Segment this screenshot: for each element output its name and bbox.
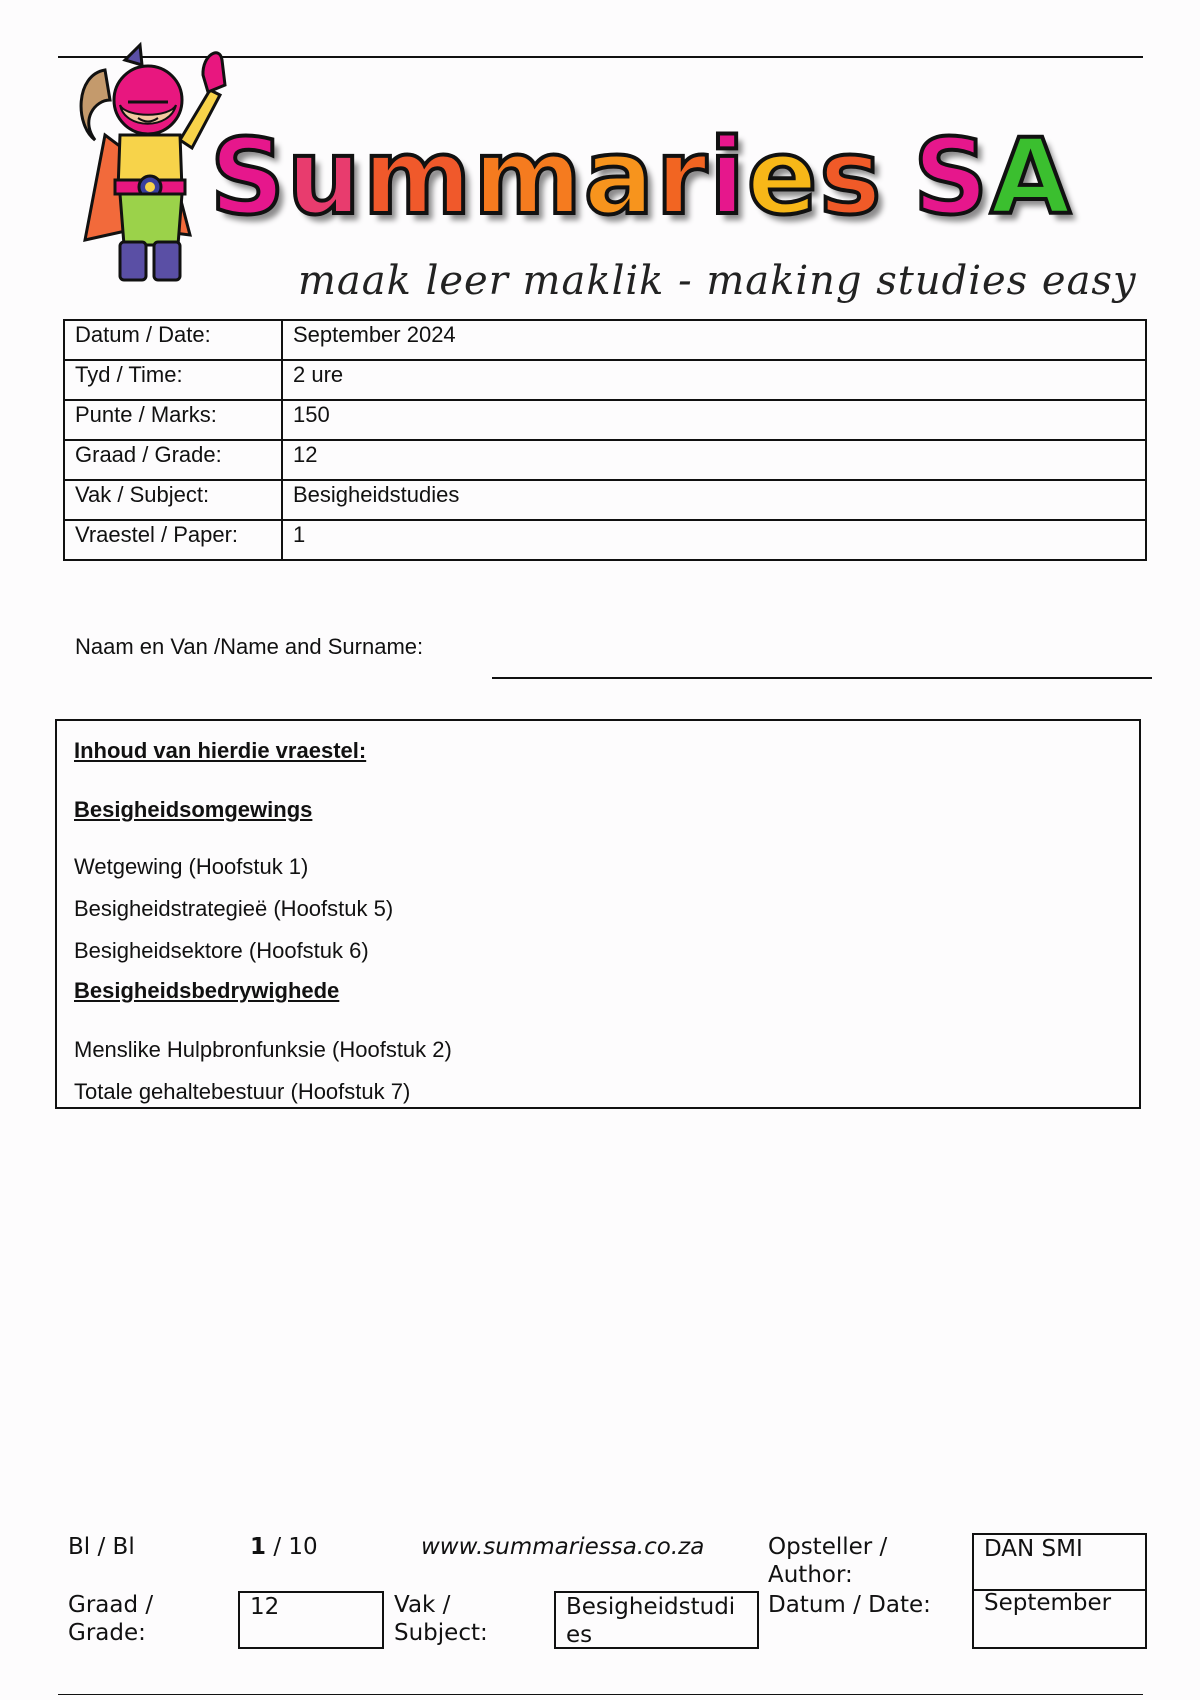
brand-letter: A (990, 116, 1073, 238)
brand-letter: r (655, 116, 710, 238)
table-row (64, 440, 1146, 480)
author-value: DAN SMI (984, 1536, 1083, 1562)
info-value: 150 (282, 400, 1146, 440)
brand-letter: m (473, 116, 584, 238)
grade-value-box (238, 1591, 384, 1649)
info-label: Tyd / Time: (64, 360, 282, 400)
info-label: Datum / Date: (64, 320, 282, 360)
info-label: Punte / Marks: (64, 400, 282, 440)
subject-label (394, 1591, 488, 1647)
subject-value-line: es (566, 1622, 593, 1648)
subject-label-line: Vak / (394, 1592, 451, 1618)
grade-value: 12 (250, 1594, 280, 1620)
list-item: Menslike Hulpbronfunksie (Hoofstuk 2) (74, 1037, 452, 1062)
list-item: Wetgewing (Hoofstuk 1) (74, 854, 309, 879)
info-value: 2 ure (282, 360, 1146, 400)
subject-value-line: Besigheidstudi (566, 1594, 736, 1620)
author-label-line: Opsteller / (768, 1534, 888, 1560)
summaries-sa-logo (70, 30, 1150, 304)
author-label (768, 1533, 887, 1589)
brand-letter: u (286, 116, 363, 238)
date-value-box (972, 1589, 1147, 1649)
name-surname-field[interactable] (492, 677, 1152, 679)
table-row (64, 400, 1146, 440)
table-row (64, 480, 1146, 520)
page-total: / 10 (266, 1534, 318, 1560)
subject-label-line: Subject: (394, 1620, 488, 1646)
section-heading: Besigheidsbedrywighede (74, 978, 340, 1003)
grade-label-line: Graad / (68, 1592, 154, 1618)
info-value: 1 (282, 520, 1146, 560)
table-row (64, 520, 1146, 560)
info-label: Vak / Subject: (64, 480, 282, 520)
name-surname-label: Naam en Van /Name and Surname: (75, 634, 424, 659)
grade-label (68, 1591, 153, 1647)
list-item: Totale gehaltebestuur (Hoofstuk 7) (74, 1079, 411, 1104)
brand-letter: i (709, 116, 747, 238)
brand-letter: s (819, 116, 884, 238)
table-row (64, 320, 1146, 360)
info-label: Graad / Grade: (64, 440, 282, 480)
info-value: Besigheidstudies (282, 480, 1146, 520)
table-row (64, 360, 1146, 400)
section-heading: Besigheidsomgewings (74, 797, 313, 822)
info-label: Vraestel / Paper: (64, 520, 282, 560)
date-label: Datum / Date: (768, 1592, 931, 1618)
paper-contents-box (55, 719, 1141, 1109)
date-value: September (984, 1590, 1112, 1616)
brand-letter: S (210, 116, 287, 238)
brand-wordmark (210, 116, 1073, 238)
website-link[interactable]: www.summariessa.co.za (421, 1534, 705, 1560)
exam-info-table (63, 319, 1147, 561)
author-label-line: Author: (768, 1562, 853, 1588)
grade-label-line: Grade: (68, 1620, 146, 1646)
page-number (250, 1533, 318, 1561)
author-value-box (972, 1533, 1147, 1591)
footer-rule (58, 1694, 1143, 1695)
brand-letter: m (362, 116, 474, 238)
list-item: Besigheidstrategieë (Hoofstuk 5) (74, 896, 394, 921)
info-value: September 2024 (282, 320, 1146, 360)
page-current: 1 (250, 1534, 267, 1560)
subject-value-box (554, 1591, 759, 1649)
brand-letter: S (913, 116, 991, 238)
info-value: 12 (282, 440, 1146, 480)
contents-title: Inhoud van hierdie vraestel: (74, 738, 367, 763)
brand-letter (883, 125, 913, 229)
page-label: Bl / Bl (68, 1534, 135, 1560)
brand-tagline: maak leer maklik - making studies easy (298, 258, 1137, 304)
brand-letter: a (583, 116, 656, 238)
brand-letter: e (746, 116, 820, 238)
list-item: Besigheidsektore (Hoofstuk 6) (74, 938, 369, 963)
